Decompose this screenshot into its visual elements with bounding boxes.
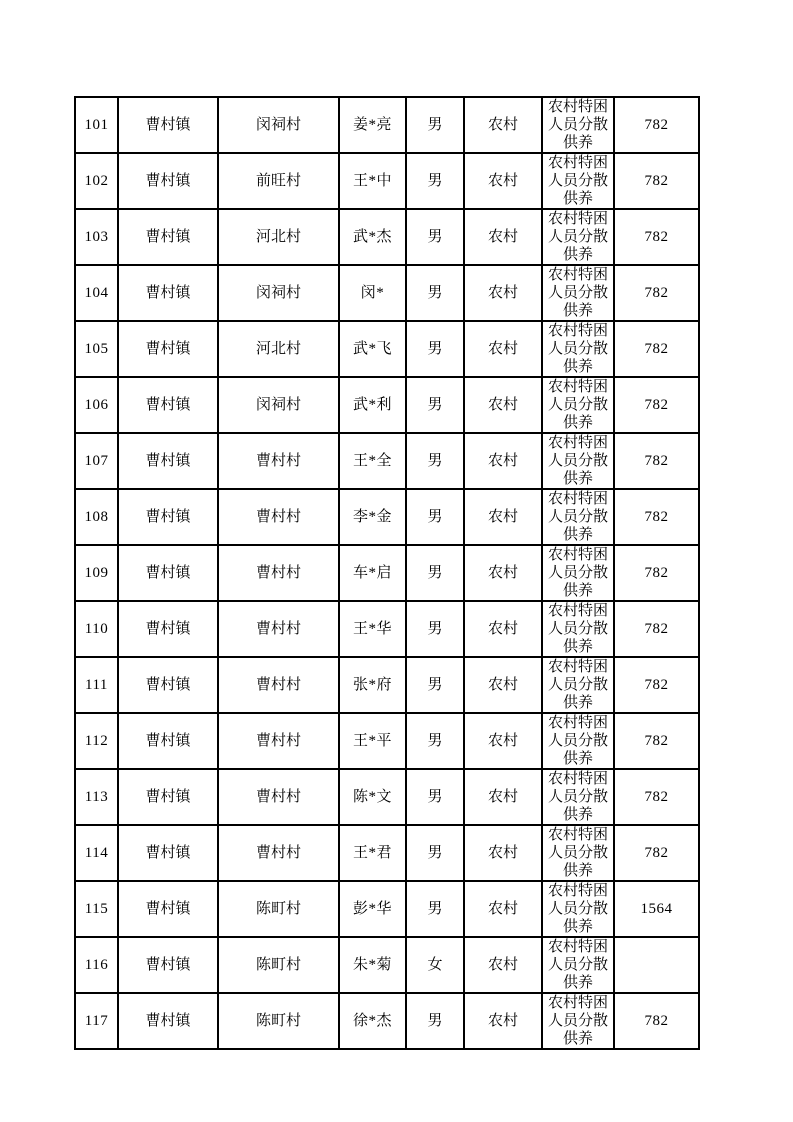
table-row	[75, 489, 699, 545]
village-cell: 闵祠村	[218, 97, 339, 153]
amount-cell: 782	[614, 601, 699, 657]
support-category-cell: 农村特困人员分散供养	[542, 377, 614, 433]
amount-cell: 1564	[614, 881, 699, 937]
row-number-cell: 101	[75, 97, 118, 153]
table-row	[75, 881, 699, 937]
gender-cell: 男	[406, 601, 464, 657]
table-row	[75, 825, 699, 881]
area-type-cell: 农村	[464, 601, 542, 657]
gender-cell: 男	[406, 377, 464, 433]
person-name-cell: 王*君	[339, 825, 406, 881]
amount-cell: 782	[614, 433, 699, 489]
person-name-cell: 王*中	[339, 153, 406, 209]
area-type-cell: 农村	[464, 433, 542, 489]
person-name-cell: 车*启	[339, 545, 406, 601]
town-cell: 曹村镇	[118, 993, 218, 1049]
person-name-cell: 陈*文	[339, 769, 406, 825]
table-row	[75, 657, 699, 713]
gender-cell: 男	[406, 265, 464, 321]
row-number-cell: 115	[75, 881, 118, 937]
gender-cell: 男	[406, 545, 464, 601]
row-number-cell: 103	[75, 209, 118, 265]
area-type-cell: 农村	[464, 97, 542, 153]
town-cell: 曹村镇	[118, 881, 218, 937]
area-type-cell: 农村	[464, 489, 542, 545]
amount-cell	[614, 937, 699, 993]
area-type-cell: 农村	[464, 153, 542, 209]
gender-cell: 男	[406, 993, 464, 1049]
area-type-cell: 农村	[464, 657, 542, 713]
row-number-cell: 117	[75, 993, 118, 1049]
town-cell: 曹村镇	[118, 377, 218, 433]
person-name-cell: 朱*菊	[339, 937, 406, 993]
person-name-cell: 王*平	[339, 713, 406, 769]
row-number-cell: 102	[75, 153, 118, 209]
person-name-cell: 武*飞	[339, 321, 406, 377]
row-number-cell: 109	[75, 545, 118, 601]
amount-cell: 782	[614, 265, 699, 321]
town-cell: 曹村镇	[118, 657, 218, 713]
amount-cell: 782	[614, 489, 699, 545]
table-row	[75, 601, 699, 657]
table-row	[75, 321, 699, 377]
village-cell: 曹村村	[218, 713, 339, 769]
row-number-cell: 112	[75, 713, 118, 769]
gender-cell: 女	[406, 937, 464, 993]
town-cell: 曹村镇	[118, 209, 218, 265]
table-row	[75, 769, 699, 825]
area-type-cell: 农村	[464, 545, 542, 601]
town-cell: 曹村镇	[118, 489, 218, 545]
town-cell: 曹村镇	[118, 937, 218, 993]
amount-cell: 782	[614, 377, 699, 433]
town-cell: 曹村镇	[118, 825, 218, 881]
gender-cell: 男	[406, 321, 464, 377]
table-row	[75, 433, 699, 489]
village-cell: 河北村	[218, 321, 339, 377]
area-type-cell: 农村	[464, 265, 542, 321]
town-cell: 曹村镇	[118, 321, 218, 377]
gender-cell: 男	[406, 881, 464, 937]
person-name-cell: 张*府	[339, 657, 406, 713]
area-type-cell: 农村	[464, 209, 542, 265]
village-cell: 曹村村	[218, 657, 339, 713]
village-cell: 闵祠村	[218, 265, 339, 321]
person-name-cell: 彭*华	[339, 881, 406, 937]
table-row	[75, 153, 699, 209]
row-number-cell: 113	[75, 769, 118, 825]
gender-cell: 男	[406, 825, 464, 881]
row-number-cell: 106	[75, 377, 118, 433]
person-name-cell: 武*杰	[339, 209, 406, 265]
support-category-cell: 农村特困人员分散供养	[542, 825, 614, 881]
village-cell: 陈町村	[218, 881, 339, 937]
table-row	[75, 993, 699, 1049]
support-category-cell: 农村特困人员分散供养	[542, 601, 614, 657]
support-category-cell: 农村特困人员分散供养	[542, 265, 614, 321]
support-category-cell: 农村特困人员分散供养	[542, 769, 614, 825]
row-number-cell: 114	[75, 825, 118, 881]
table-row	[75, 545, 699, 601]
table-row	[75, 97, 699, 153]
support-category-cell: 农村特困人员分散供养	[542, 937, 614, 993]
support-category-cell: 农村特困人员分散供养	[542, 993, 614, 1049]
amount-cell: 782	[614, 97, 699, 153]
row-number-cell: 110	[75, 601, 118, 657]
village-cell: 陈町村	[218, 937, 339, 993]
town-cell: 曹村镇	[118, 601, 218, 657]
table-row	[75, 209, 699, 265]
village-cell: 曹村村	[218, 489, 339, 545]
town-cell: 曹村镇	[118, 545, 218, 601]
person-name-cell: 王*全	[339, 433, 406, 489]
table-row	[75, 713, 699, 769]
amount-cell: 782	[614, 993, 699, 1049]
person-name-cell: 李*金	[339, 489, 406, 545]
area-type-cell: 农村	[464, 377, 542, 433]
area-type-cell: 农村	[464, 993, 542, 1049]
row-number-cell: 107	[75, 433, 118, 489]
person-name-cell: 武*利	[339, 377, 406, 433]
table-row	[75, 265, 699, 321]
row-number-cell: 116	[75, 937, 118, 993]
gender-cell: 男	[406, 153, 464, 209]
amount-cell: 782	[614, 209, 699, 265]
area-type-cell: 农村	[464, 881, 542, 937]
gender-cell: 男	[406, 433, 464, 489]
town-cell: 曹村镇	[118, 713, 218, 769]
support-category-cell: 农村特困人员分散供养	[542, 433, 614, 489]
gender-cell: 男	[406, 657, 464, 713]
amount-cell: 782	[614, 769, 699, 825]
amount-cell: 782	[614, 321, 699, 377]
town-cell: 曹村镇	[118, 97, 218, 153]
town-cell: 曹村镇	[118, 153, 218, 209]
area-type-cell: 农村	[464, 321, 542, 377]
area-type-cell: 农村	[464, 713, 542, 769]
support-category-cell: 农村特困人员分散供养	[542, 489, 614, 545]
gender-cell: 男	[406, 713, 464, 769]
town-cell: 曹村镇	[118, 265, 218, 321]
table-row	[75, 377, 699, 433]
support-category-cell: 农村特困人员分散供养	[542, 657, 614, 713]
person-name-cell: 徐*杰	[339, 993, 406, 1049]
amount-cell: 782	[614, 713, 699, 769]
row-number-cell: 104	[75, 265, 118, 321]
amount-cell: 782	[614, 825, 699, 881]
village-cell: 闵祠村	[218, 377, 339, 433]
support-category-cell: 农村特困人员分散供养	[542, 545, 614, 601]
gender-cell: 男	[406, 769, 464, 825]
row-number-cell: 108	[75, 489, 118, 545]
support-category-cell: 农村特困人员分散供养	[542, 881, 614, 937]
village-cell: 曹村村	[218, 601, 339, 657]
town-cell: 曹村镇	[118, 769, 218, 825]
area-type-cell: 农村	[464, 825, 542, 881]
village-cell: 曹村村	[218, 433, 339, 489]
support-category-cell: 农村特困人员分散供养	[542, 97, 614, 153]
support-category-cell: 农村特困人员分散供养	[542, 209, 614, 265]
town-cell: 曹村镇	[118, 433, 218, 489]
row-number-cell: 105	[75, 321, 118, 377]
village-cell: 曹村村	[218, 769, 339, 825]
assistance-roster-table	[74, 96, 700, 1050]
support-category-cell: 农村特困人员分散供养	[542, 321, 614, 377]
gender-cell: 男	[406, 209, 464, 265]
area-type-cell: 农村	[464, 937, 542, 993]
person-name-cell: 闵*	[339, 265, 406, 321]
amount-cell: 782	[614, 545, 699, 601]
village-cell: 曹村村	[218, 825, 339, 881]
village-cell: 曹村村	[218, 545, 339, 601]
village-cell: 河北村	[218, 209, 339, 265]
person-name-cell: 王*华	[339, 601, 406, 657]
village-cell: 陈町村	[218, 993, 339, 1049]
table-container	[74, 96, 700, 1050]
table-row	[75, 937, 699, 993]
gender-cell: 男	[406, 489, 464, 545]
support-category-cell: 农村特困人员分散供养	[542, 153, 614, 209]
support-category-cell: 农村特困人员分散供养	[542, 713, 614, 769]
village-cell: 前旺村	[218, 153, 339, 209]
row-number-cell: 111	[75, 657, 118, 713]
gender-cell: 男	[406, 97, 464, 153]
amount-cell: 782	[614, 657, 699, 713]
amount-cell: 782	[614, 153, 699, 209]
person-name-cell: 姜*亮	[339, 97, 406, 153]
area-type-cell: 农村	[464, 769, 542, 825]
table-body	[75, 97, 699, 1049]
